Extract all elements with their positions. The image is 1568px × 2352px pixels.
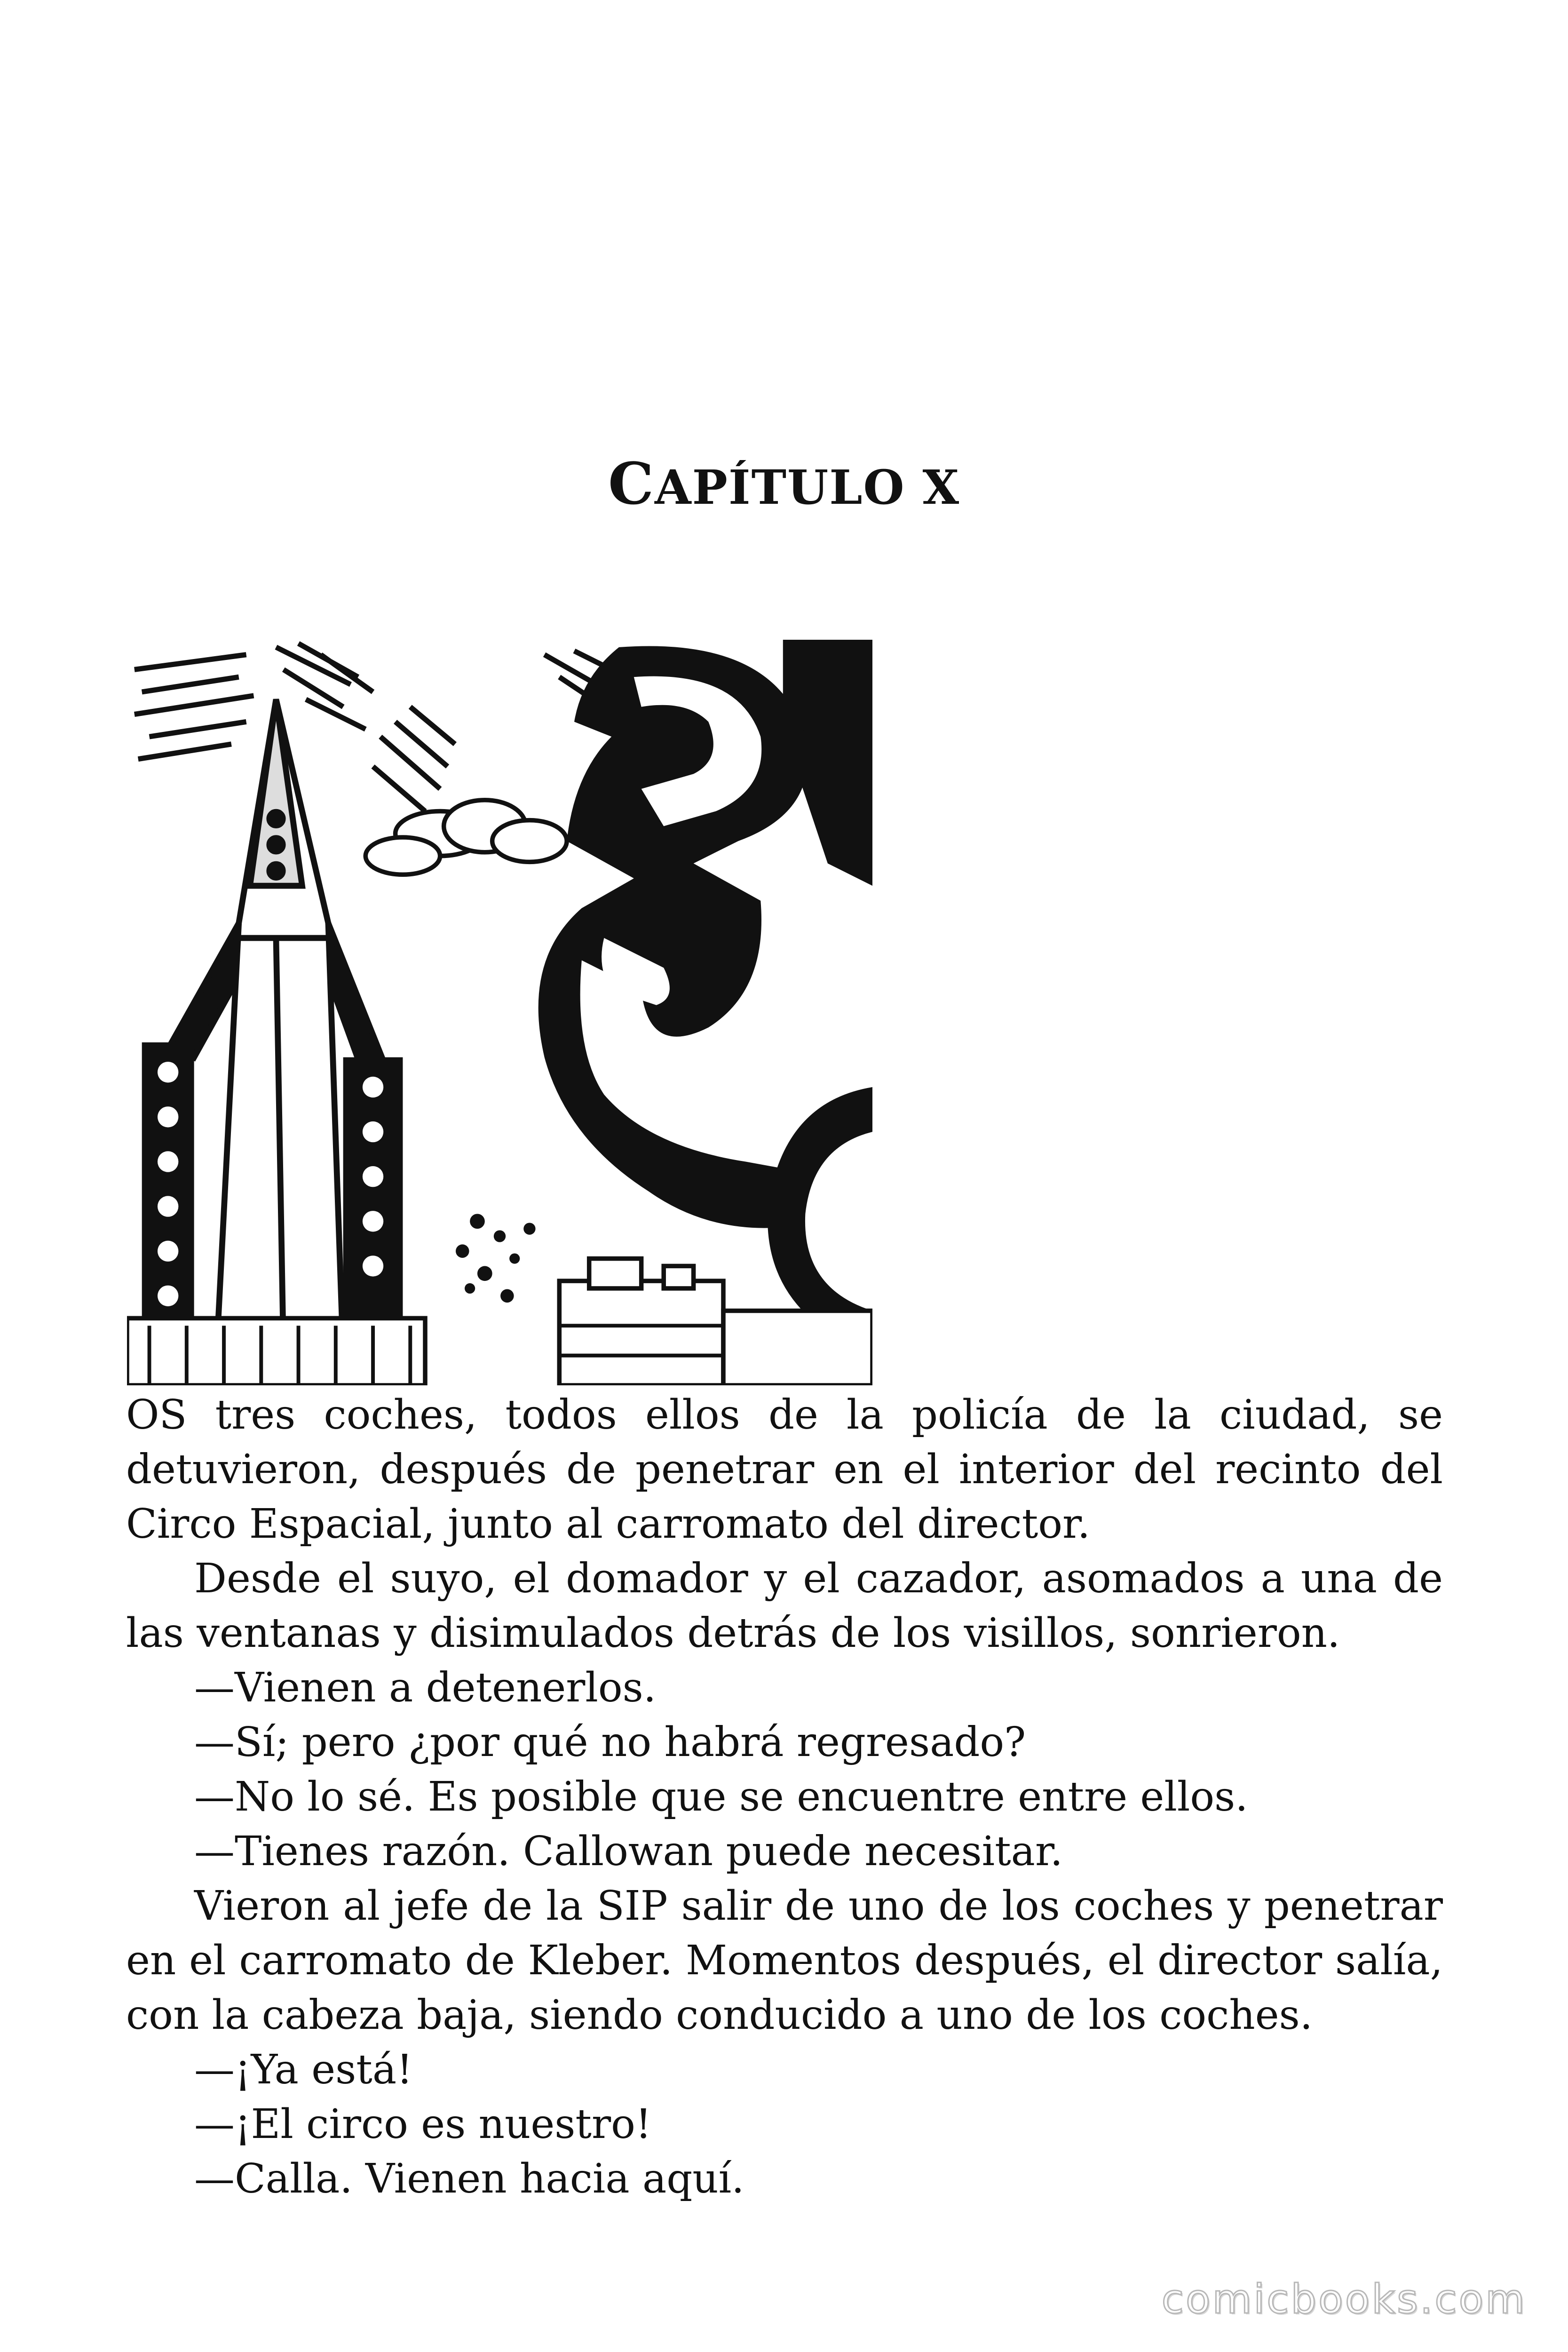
drop-cap-illustration (127, 640, 872, 1385)
chapter-title-initial: C (608, 450, 655, 517)
paragraph: Desde el suyo, el domador y el cazador, asomados a una de las ventanas y disimulados detrás de los visillos, sonrieron. (126, 1555, 1443, 1657)
dialogue-line: —¡El circo es nuestro! (194, 2101, 652, 2148)
paragraph: Vieron al jefe de la SIP salir de uno de los coches y penetrar en el carromato de Kleber. Momentos después, el director salía, con la cabeza baja, siendo conducido a uno de los coches. (126, 1883, 1443, 2039)
dialogue-line: —Tienes razón. Callowan puede necesitar. (194, 1828, 1063, 1875)
chapter-title (0, 449, 1568, 518)
paragraph: OS tres coches, todos ellos de la policía de la ciudad, se detuvieron, después de penetrar en el interior del recinto del Circo Espacial, junto al carromato del director. (126, 1391, 1443, 1548)
chapter-title-rest: APÍTULO X (655, 460, 960, 515)
dialogue-line: —Sí; pero ¿por qué no habrá regresado? (194, 1719, 1026, 1766)
watermark: comicbooks.com (1161, 2276, 1527, 2323)
dialogue-line: —Calla. Vienen hacia aquí. (194, 2155, 744, 2202)
dialogue-line: —No lo sé. Es posible que se encuentre entre ellos. (194, 1773, 1248, 1820)
dialogue-line: —Vienen a detenerlos. (194, 1664, 657, 1711)
body-text (126, 1388, 1443, 2206)
dialogue-line: —¡Ya está! (194, 2046, 413, 2093)
rocket-scene-svg (127, 640, 872, 1385)
